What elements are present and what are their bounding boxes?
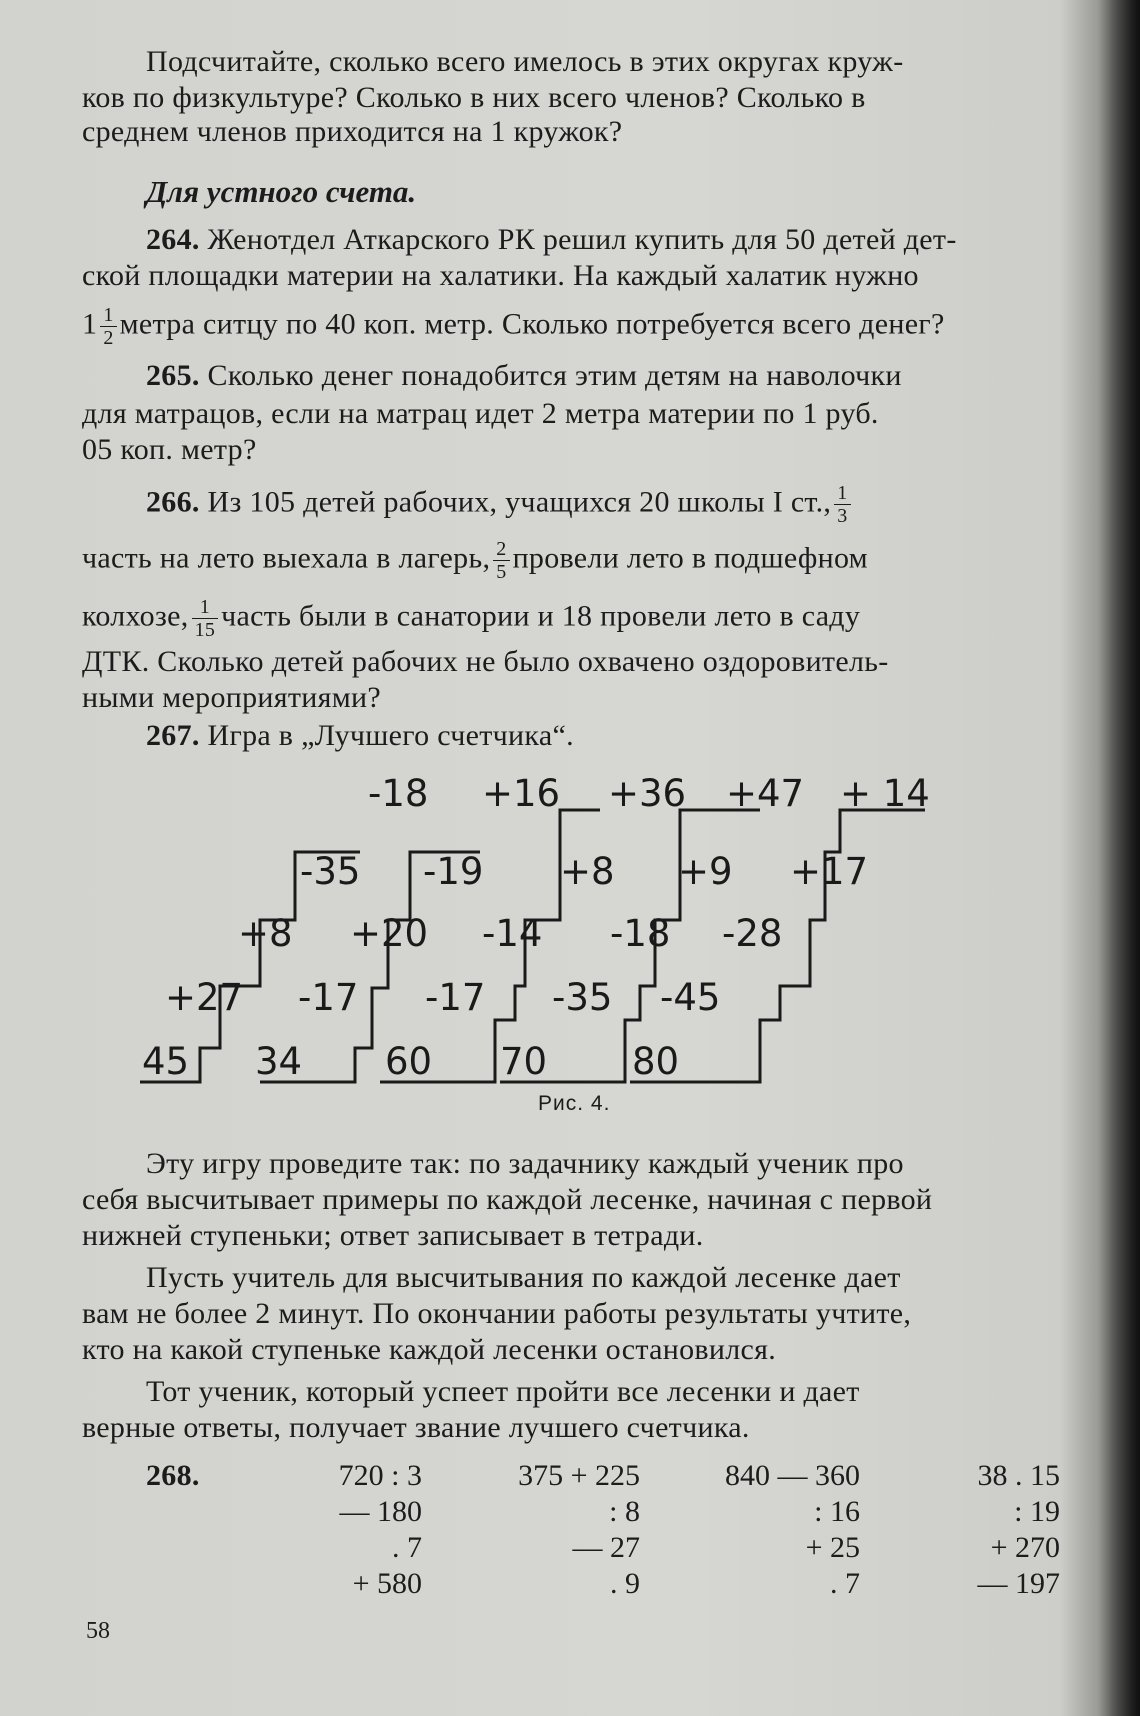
ladder-3-step-1: -17	[425, 976, 486, 1019]
exercise-row: : 19	[1014, 1495, 1060, 1528]
ladder-5-start: 80	[632, 1040, 680, 1083]
page-number: 58	[86, 1618, 110, 1644]
ladder-4-start: 70	[500, 1040, 548, 1083]
ladder-4-step-1: -35	[552, 976, 613, 1019]
fraction: $\frac{1}{2}$	[100, 304, 116, 349]
ladder-2-step-2: +20	[350, 912, 429, 955]
problem-264-line-1: 264. Женотдел Аткарского РК решил купить для 50 детей дет-	[146, 223, 957, 256]
exercise-row: 840 — 360	[725, 1459, 860, 1492]
exercise-row: . 7	[392, 1531, 422, 1564]
exercise-row: : 8	[609, 1495, 640, 1528]
exercise-row: 38 . 15	[977, 1459, 1060, 1492]
text-line: верные ответы, получает звание лучшего счетчика.	[82, 1411, 750, 1444]
ladder-5-step-1: -45	[660, 976, 721, 1019]
ladder-figure	[120, 760, 1040, 1100]
exercise-row: — 27	[572, 1531, 640, 1564]
fraction: $\frac{2}{5}$	[493, 538, 509, 583]
text-line: Подсчитайте, сколько всего имелось в этих округах круж-	[146, 45, 904, 78]
problem-265-line-1: 265. Сколько денег понадобится этим детям на наволочки	[146, 359, 902, 392]
text-line: нижней ступеньки; ответ записывает в тетради.	[82, 1219, 704, 1252]
exercise-row: 375 + 225	[518, 1459, 640, 1492]
ladder-3-step-2: -14	[482, 912, 543, 955]
ladder-4-step-4: +47	[726, 772, 805, 815]
ladder-1-step-4: -18	[368, 772, 429, 815]
ladder-2-step-4: +16	[482, 772, 561, 815]
ladder-1-step-3: -35	[300, 850, 361, 893]
ladder-5-step-2: -28	[722, 912, 783, 955]
page-edge-shadow	[1098, 0, 1140, 1716]
exercise-row: . 7	[830, 1567, 860, 1600]
ladder-3-step-4: +36	[608, 772, 687, 815]
text-line: Пусть учитель для высчитывания по каждой лесенке дает	[146, 1261, 901, 1294]
ladder-3-step-3: +8	[560, 850, 615, 893]
fraction: $\frac{1}{15}$	[192, 596, 219, 641]
text-line: себя высчитывает примеры по каждой лесенке, начиная с первой	[82, 1183, 933, 1216]
problem-266-line-2: часть на лето выехала в лагерь, $\frac{2}{5}$ провели лето в подшефном	[82, 538, 868, 583]
text-line: кто на какой ступеньке каждой лесенки остановился.	[82, 1333, 776, 1366]
exercise-row: — 180	[339, 1495, 422, 1528]
ladder-4-step-3: +9	[678, 850, 733, 893]
ladder-4-step-2: -18	[610, 912, 671, 955]
exercise-column-2	[480, 1458, 640, 1602]
problem-264-line-2: ской площадки материи на халатики. На каждый халатик нужно	[82, 259, 919, 292]
ladder-2-step-1: -17	[298, 976, 359, 1019]
problem-264-line-3: 1 $\frac{1}{2}$ метра ситцу по 40 коп. метр. Сколько потребуется всего денег?	[82, 304, 945, 349]
problem-265-line-2: для матрацов, если на матрац идет 2 метра материи по 1 руб.	[82, 397, 879, 430]
text-line: Эту игру проведите так: по задачнику каждый ученик про	[146, 1147, 904, 1180]
problem-266-line-5: ными мероприятиями?	[82, 681, 381, 714]
problem-266-line-4: ДТК. Сколько детей рабочих не было охвачено оздоровитель-	[82, 645, 889, 678]
ladder-3-start: 60	[385, 1040, 433, 1083]
text-line: вам не более 2 минут. По окончании работы результаты учтите,	[82, 1297, 912, 1330]
exercise-row: + 580	[352, 1567, 422, 1600]
figure-caption: Рис. 4.	[538, 1092, 611, 1115]
text-line: ков по физкультуре? Сколько в них всего членов? Сколько в	[82, 81, 866, 114]
problem-266-line-1: 266. Из 105 детей рабочих, учащихся 20 школы I ст., $\frac{1}{3}$	[146, 482, 854, 527]
ladder-2-step-3: -19	[423, 850, 484, 893]
ladder-2-start: 34	[255, 1040, 303, 1083]
problem-267-line: 267. Игра в „Лучшего счетчика“.	[146, 719, 574, 752]
exercise-column-1	[262, 1458, 422, 1602]
text-line: среднем членов приходится на 1 кружок?	[82, 115, 623, 148]
exercise-row: 720 : 3	[338, 1459, 422, 1492]
ladder-1-step-1: +27	[165, 976, 244, 1019]
exercise-row: — 197	[977, 1567, 1060, 1600]
exercise-row: + 25	[805, 1531, 860, 1564]
ladder-1-start: 45	[142, 1040, 190, 1083]
ladder-1-step-2: +8	[238, 912, 293, 955]
ladder-5-step-4: + 14	[840, 772, 930, 815]
exercise-row: + 270	[990, 1531, 1060, 1564]
exercise-column-3	[700, 1458, 860, 1602]
exercise-row: . 9	[610, 1567, 640, 1600]
problem-268-number: 268.	[146, 1459, 200, 1492]
problem-265-line-3: 05 коп. метр?	[82, 433, 257, 466]
text-line: Тот ученик, который успеет пройти все лесенки и дает	[146, 1375, 860, 1408]
section-heading: Для устного счета.	[146, 174, 417, 209]
fraction: $\frac{1}{3}$	[834, 482, 850, 527]
ladder-5-step-3: +17	[790, 850, 869, 893]
problem-266-line-3: колхозе, $\frac{1}{15}$ часть были в санатории и 18 провели лето в саду	[82, 596, 861, 641]
exercise-column-4	[900, 1458, 1060, 1602]
exercise-row: : 16	[814, 1495, 860, 1528]
